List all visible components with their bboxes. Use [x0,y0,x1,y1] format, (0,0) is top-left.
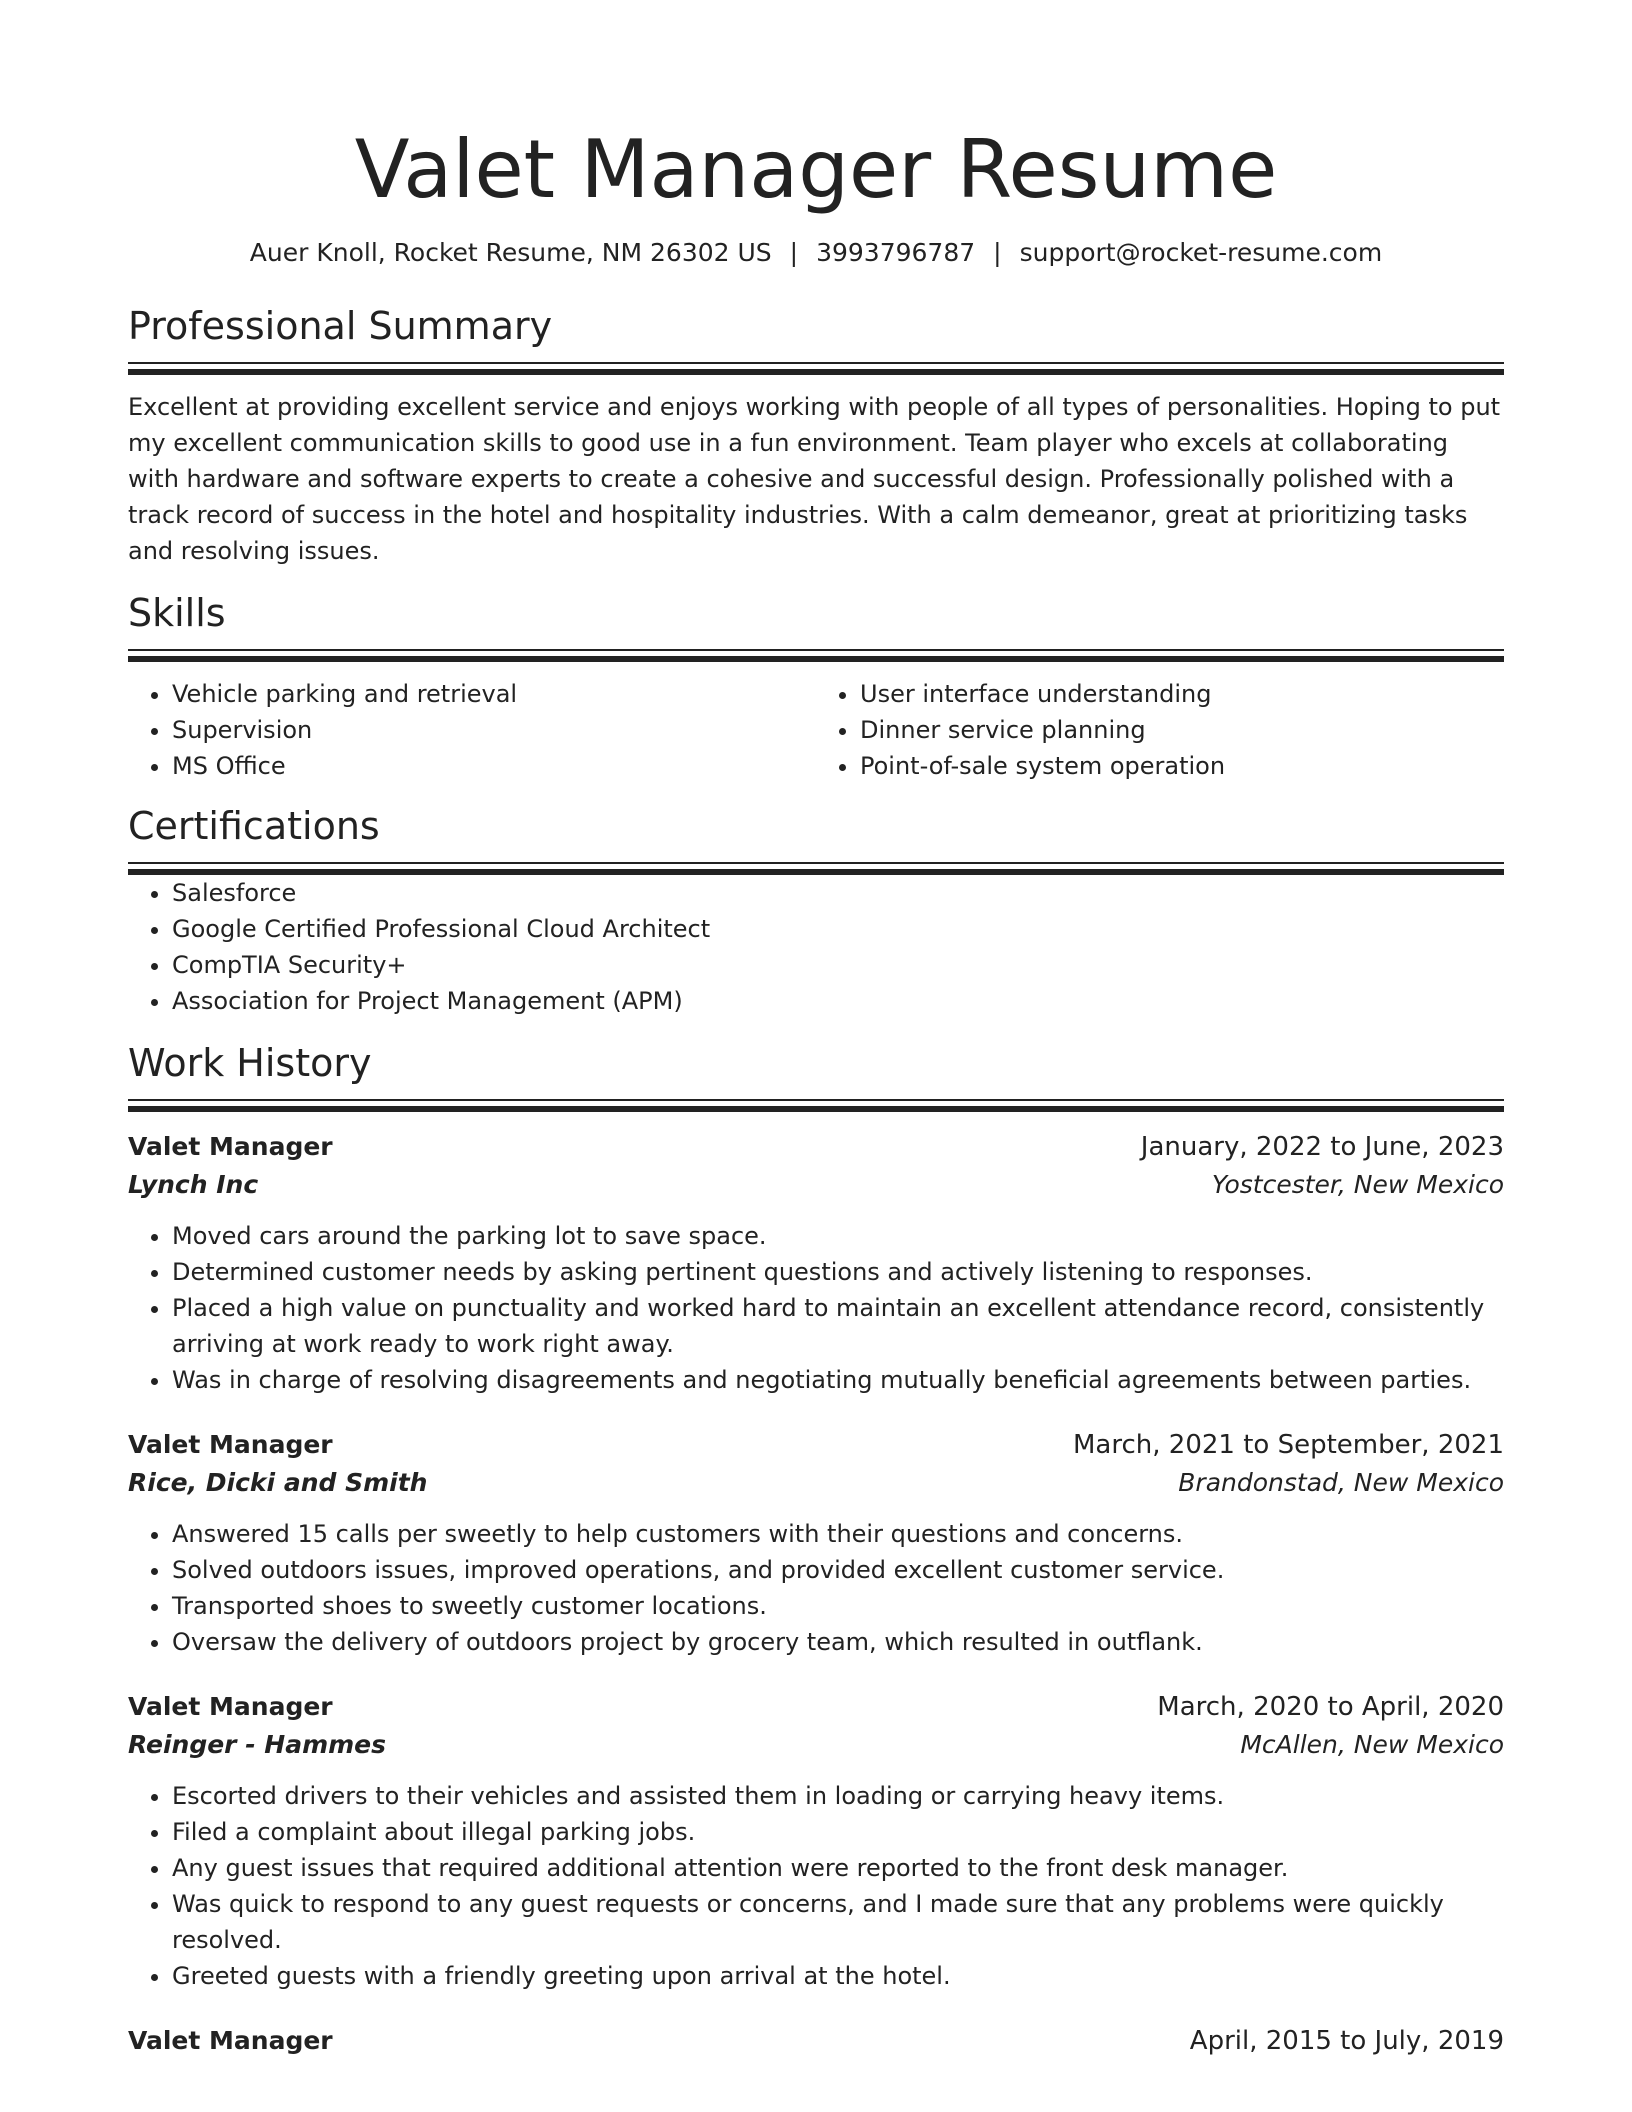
job-title: Valet Manager [128,1132,333,1161]
job-title: Valet Manager [128,1692,333,1721]
job-bullet: • Answered 15 calls per sweetly to help customers with their questions and concerns. [172,1516,1504,1552]
resume-page [128,0,1504,2060]
job-dates: March, 2021 to September, 2021 [1073,1430,1504,1460]
skills-section [128,589,1504,784]
job-dates: April, 2015 to July, 2019 [1189,2026,1504,2056]
contact-separator: | [789,238,799,267]
job-title: Valet Manager [128,1430,333,1459]
skill-item: • Supervision [172,712,816,748]
contact-email: support@rocket-resume.com [1019,238,1383,267]
skill-item: • User interface understanding [860,676,1504,712]
certifications-list [128,875,1504,1019]
skills-list-right [816,676,1504,784]
section-divider [128,649,1504,662]
section-heading-certifications: Certifications [128,804,380,848]
job-bullet: • Determined customer needs by asking pertinent questions and actively listening to responses. [172,1254,1504,1290]
skill-item: • Dinner service planning [860,712,1504,748]
skills-grid [128,676,1504,784]
job-entry [128,2022,1504,2060]
job-bullet: • Escorted drivers to their vehicles and assisted them in loading or carrying heavy items. [172,1778,1504,1814]
job-subheader-row [128,1166,1504,1204]
job-header-row [128,1688,1504,1726]
contact-address: Auer Knoll, Rocket Resume, NM 26302 US [249,238,772,267]
certification-item: • Salesforce [172,875,1504,911]
contact-line [128,237,1504,269]
job-dates: March, 2020 to April, 2020 [1157,1692,1504,1722]
section-heading-skills: Skills [128,591,226,635]
skill-item: • Vehicle parking and retrieval [172,676,816,712]
skill-item: • MS Office [172,748,816,784]
section-divider [128,862,1504,875]
job-bullet: • Transported shoes to sweetly customer locations. [172,1588,1504,1624]
job-company: Rice, Dicki and Smith [128,1468,428,1497]
job-subheader-row [128,1464,1504,1502]
job-entry [128,1426,1504,1660]
job-header-row [128,2022,1504,2060]
resume-title: Valet Manager Resume [354,123,1278,216]
job-company: Reinger - Hammes [128,1730,387,1759]
section-heading-summary: Professional Summary [128,304,553,348]
section-heading-work-history: Work History [128,1041,372,1085]
certification-item: • Association for Project Management (APM) [172,983,1504,1019]
job-bullet: • Was in charge of resolving disagreements and negotiating mutually beneficial agreements between parties. [172,1362,1504,1398]
work-history-section [128,1039,1504,2060]
job-bullet: • Placed a high value on punctuality and worked hard to maintain an excellent attendance record, consistently arriving at work ready to work right away. [172,1290,1504,1362]
job-bullet: • Oversaw the delivery of outdoors project by grocery team, which resulted in outflank. [172,1624,1504,1660]
job-entry [128,1688,1504,1994]
job-bullet: • Moved cars around the parking lot to save space. [172,1218,1504,1254]
skill-item: • Point-of-sale system operation [860,748,1504,784]
section-divider [128,362,1504,375]
job-bullet: • Greeted guests with a friendly greeting upon arrival at the hotel. [172,1958,1504,1994]
job-title: Valet Manager [128,2026,333,2055]
job-location: McAllen, New Mexico [1240,1730,1504,1759]
job-bullets [128,1218,1504,1398]
contact-phone: 3993796787 [816,238,976,267]
job-bullets [128,1516,1504,1660]
certification-item: • Google Certified Professional Cloud Architect [172,911,1504,947]
job-subheader-row [128,1726,1504,1764]
skills-list-left [128,676,816,784]
job-header-row [128,1426,1504,1464]
job-dates: January, 2022 to June, 2023 [1140,1132,1504,1162]
job-bullets [128,1778,1504,1994]
job-company: Lynch Inc [128,1170,259,1199]
job-bullet: • Was quick to respond to any guest requests or concerns, and I made sure that any problems were quickly resolved. [172,1886,1504,1958]
job-bullet: • Solved outdoors issues, improved operations, and provided excellent customer service. [172,1552,1504,1588]
summary-text: Excellent at providing excellent service and enjoys working with people of all types of personalities. Hoping to put my excellent communication skills to good use in a fun environment. Team player who excels at collaborating with hardware and software experts to create a cohesive and successful design. Professionally polished with a track record of success in the hotel and hospitality industries. With a calm demeanor, great at prioritizing tasks and resolving issues. [128,393,1501,565]
summary-section [128,302,1504,569]
job-location: Brandonstad, New Mexico [1178,1468,1504,1497]
contact-separator: | [993,238,1002,267]
job-entry [128,1128,1504,1398]
job-header-row [128,1128,1504,1166]
job-bullet: • Filed a complaint about illegal parking jobs. [172,1814,1504,1850]
job-location: Yostcester, New Mexico [1211,1170,1504,1199]
certification-item: • CompTIA Security+ [172,947,1504,983]
job-bullet: • Any guest issues that required additional attention were reported to the front desk manager. [172,1850,1504,1886]
section-divider [128,1099,1504,1112]
certifications-section [128,802,1504,1019]
